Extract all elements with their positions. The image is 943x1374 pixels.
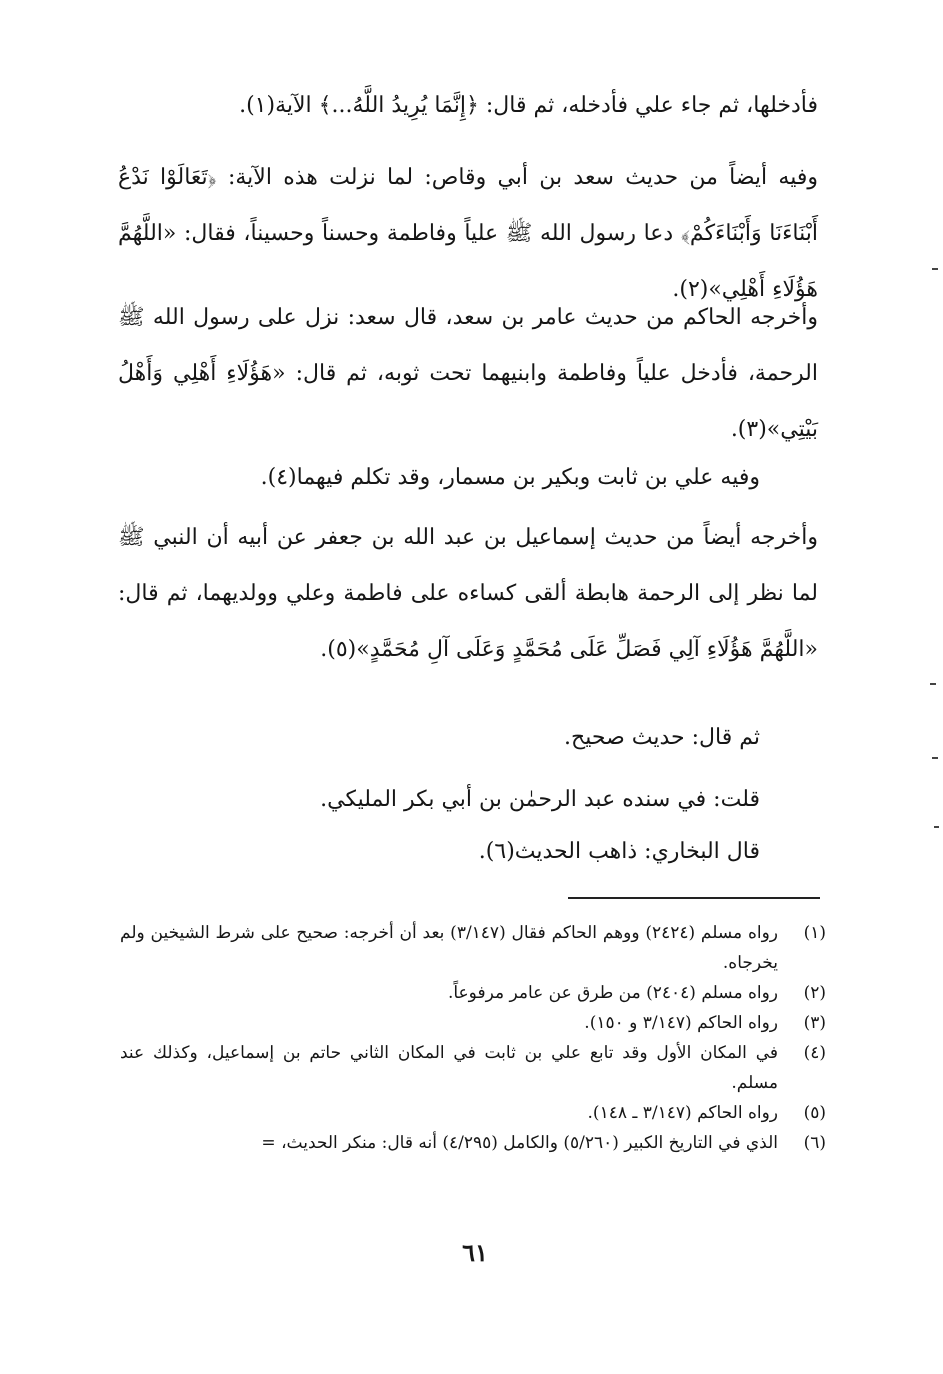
paragraph-3: وأخرجه الحاكم من حديث عامر بن سعد، قال سعد: نزل على رسول الله ﷺ الرحمة، فأدخل علياً وفاطمة وابنيهما تحت ثوبه، ثم قال: «هَؤُلَاءِ أَهْلِي وَأَهْلُ بَيْتِي»(٣).	[118, 305, 818, 442]
paragraph-4: وفيه علي بن ثابت وبكير بن مسمار، وقد تكلم فيهما(٤).	[260, 465, 760, 490]
footnotes-section	[120, 918, 826, 1158]
statement-line-2: قلت: في سنده عبد الرحمٰن بن أبي بكر المليكي.	[320, 787, 760, 812]
footnote-number: (٦)	[803, 1133, 826, 1153]
footnote-text: رواه مسلم (٢٤٠٤) من طرق عن عامر مرفوعاً.	[447, 983, 778, 1003]
footnote-1	[120, 918, 826, 978]
footnote-6	[120, 1128, 826, 1158]
footnote-separator	[568, 897, 820, 899]
footnote-text: رواه مسلم (٢٤٢٤) ووهم الحاكم فقال (٣/١٤٧) بعد أن أخرجه: صحيح على شرط الشيخين ولم يخرجاه.	[120, 923, 778, 973]
page-number: ٦١	[462, 1238, 488, 1267]
footnote-number: (٤)	[803, 1043, 826, 1063]
paragraph-1: فأدخلها، ثم جاء علي فأدخله، ثم قال: ﴿إِنَّمَا يُرِيدُ اللَّهُ...﴾ الآية(١).	[239, 93, 818, 118]
scan-mark	[932, 757, 938, 759]
footnote-5	[120, 1098, 826, 1128]
statement-line-1: ثم قال: حديث صحيح.	[564, 725, 760, 750]
footnote-number: (١)	[803, 923, 826, 943]
paragraph-2: وفيه أيضاً من حديث سعد بن أبي وقاص: لما نزلت هذه الآية: ﴿تَعَالَوْا نَدْعُ أَبْنَاءَنَا وَأَبْنَاءَكُمْ﴾ دعا رسول الله ﷺ علياً وفاطمة وحسناً وحسيناً، فقال: «اللَّهُمَّ هَؤُلَاءِ أَهْلِي»(٢).	[118, 165, 818, 302]
footnote-number: (٥)	[803, 1103, 826, 1123]
scan-mark	[934, 826, 939, 828]
statement-line-3: قال البخاري: ذاهب الحديث(٦).	[478, 839, 760, 864]
footnote-text: رواه الحاكم (٣/١٤٧ و ١٥٠).	[584, 1013, 778, 1033]
scan-mark	[930, 683, 936, 685]
scan-mark	[932, 268, 938, 270]
footnote-text: الذي في التاريخ الكبير (٥/٢٦٠) والكامل (٤/٢٩٥) أنه قال: منكر الحديث، =	[261, 1133, 778, 1153]
paragraph-5: وأخرجه أيضاً من حديث إسماعيل بن عبد الله بن جعفر عن أبيه أن النبي ﷺ لما نظر إلى الرحمة هابطة ألقى كساءه على فاطمة وعلي وولديهما، ثم قال: «اللَّهُمَّ هَؤُلَاءِ آلِي فَصَلِّ عَلَى مُحَمَّدٍ وَعَلَى آلِ مُحَمَّدٍ»(٥).	[118, 525, 818, 662]
footnote-3	[120, 1008, 826, 1038]
footnote-number: (٢)	[803, 983, 826, 1003]
footnote-text: في المكان الأول وقد تابع علي بن ثابت في المكان الثاني حاتم بن إسماعيل، وكذلك عند مسلم.	[120, 1043, 778, 1093]
footnote-text: رواه الحاكم (٣/١٤٧ ـ ١٤٨).	[587, 1103, 778, 1123]
footnote-2	[120, 978, 826, 1008]
footnote-4	[120, 1038, 826, 1098]
footnote-number: (٣)	[803, 1013, 826, 1033]
